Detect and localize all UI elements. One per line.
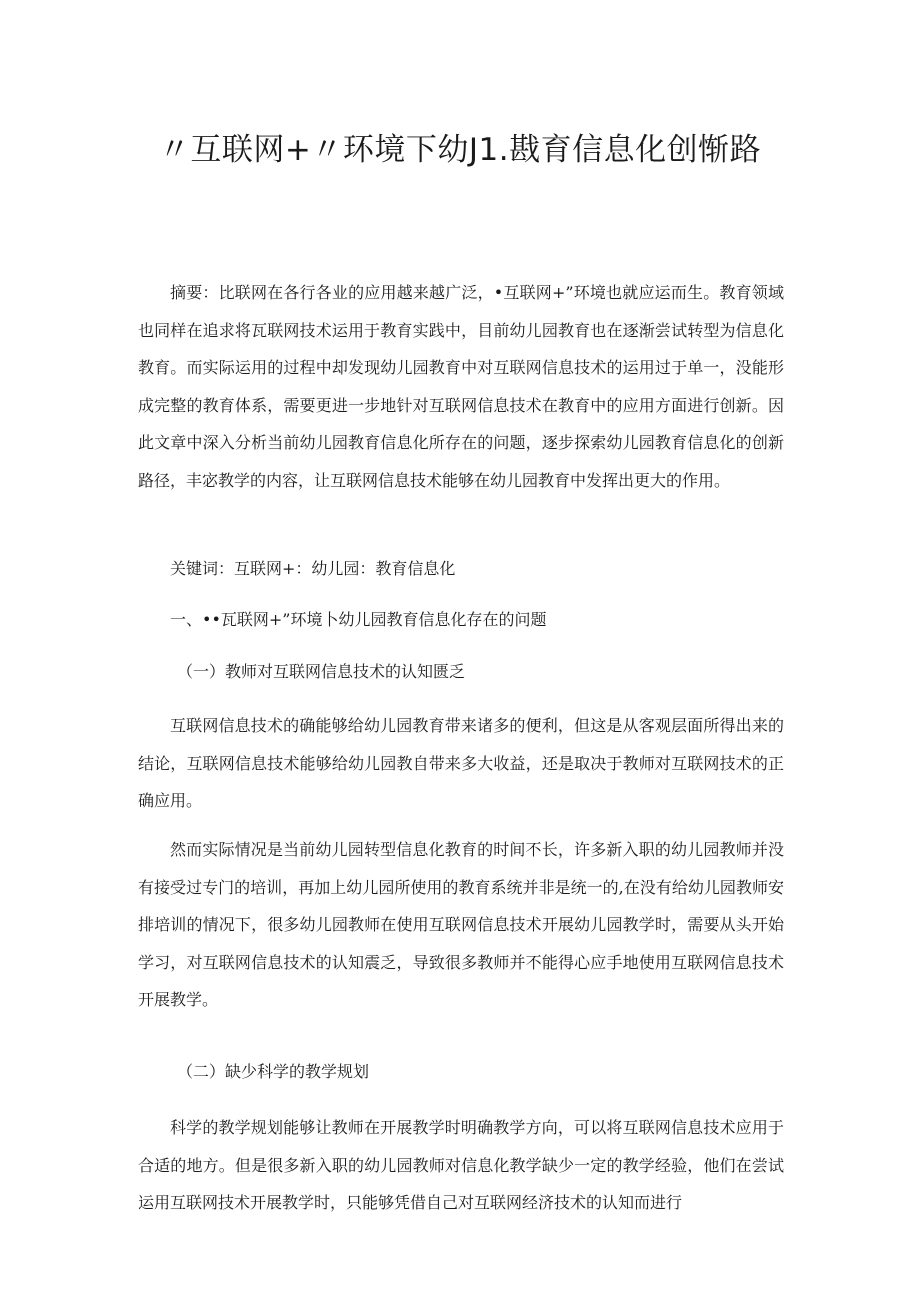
document-title: 〃互联网+〃环境下幼J1.戡育信息化创惭路 bbox=[158, 132, 762, 168]
section-heading: 一、••瓦联网+”环境卜幼儿园教育信息化存在的问题 bbox=[170, 610, 547, 629]
subsection-heading: （二）缺少科学的教学规划 bbox=[177, 1062, 370, 1081]
body-paragraph: 互联网信息技术的确能够给幼儿园教育带来诸多的便利，但这是从客观层面所得出来的结论，互联网信息技术能够给幼儿园教自带来多大收益，还是取决于教师对互联网技术的正确应用。 bbox=[138, 716, 784, 810]
body-paragraph: 科学的教学规划能够让教师在开展教学时明确教学方向，可以将互联网信息技术应用于合适的地方。但是很多新入职的幼儿园教师对信息化教学缺少一定的教学经验，他们在尝试运用互联网技术开展教学时，只能够凭借自己对互联网经济技术的认知而进行 bbox=[138, 1118, 784, 1212]
subsection-heading: （一）教师对互联网信息技术的认知匮乏 bbox=[177, 662, 466, 681]
body-paragraph: 然而实际情况是当前幼儿园转型信息化教育的时间不长，许多新入职的幼儿园教师并没有接受过专门的培训，再加上幼儿园所使用的教育系统并非是统一的,在没有给幼儿园教师安排培训的情况下，很多幼儿园教师在使用互联网信息技术开展幼儿园教学时，需要从头开始学习，对互联网信息技术的认知震乏，导致很多教师并不能得心应手地使用互联网信息技术开展教学。 bbox=[138, 840, 784, 1009]
keywords-line: 关键词：互联网+：幼儿园：教育信息化 bbox=[170, 559, 456, 578]
abstract-paragraph: 摘要：比联网在各行各业的应用越来越广泛，•互联网+”环境也就应运而生。教育领域也同样在追求将瓦联网技术运用于教育实践中，目前幼儿园教育也在逐渐尝试转型为信息化教育。而实际运用的过程中却发现幼儿园教育中对互联网信息技术的运用过于单一，没能形成完整的教育体系，需要更进一步地针对互联网信息技术在教育中的应用方面进行创新。因此文章中深入分析当前幼儿园教育信息化所存在的问题，逐步探索幼儿园教育信息化的创新路径，丰宓教学的内容，让互联网信息技术能够在幼儿园教育中发挥出更大的作用。 bbox=[138, 283, 784, 490]
